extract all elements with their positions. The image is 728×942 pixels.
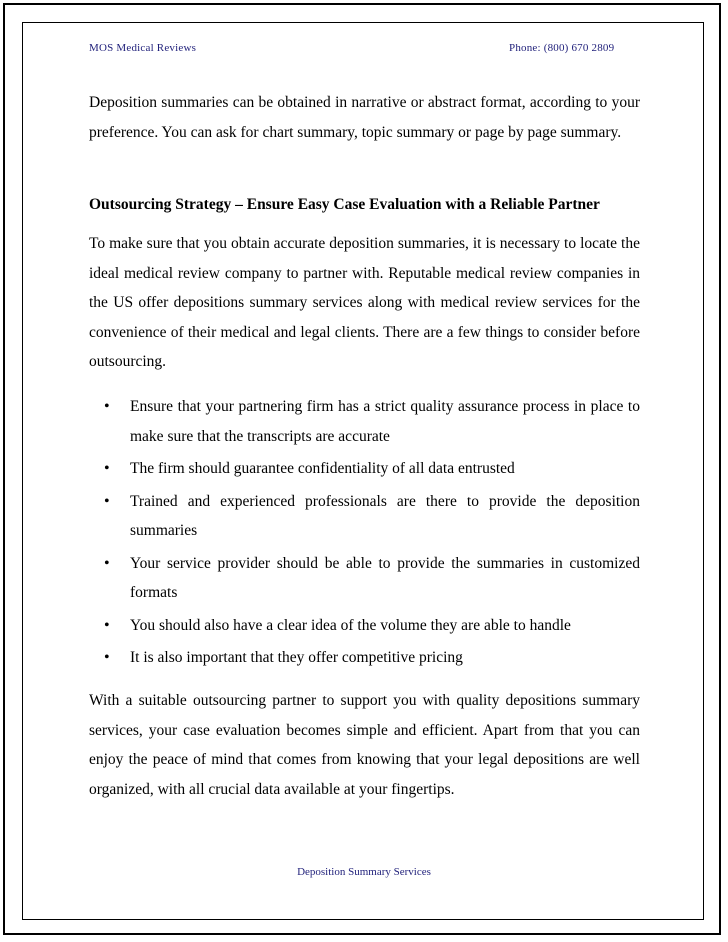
header-company-name: MOS Medical Reviews <box>89 42 197 54</box>
intro-paragraph-block <box>89 88 640 147</box>
list-item-text: It is also important that they offer competitive pricing <box>130 649 463 666</box>
header-phone: Phone: (800) 670 2809 <box>509 42 615 54</box>
considerations-list <box>89 392 640 676</box>
section-heading: Outsourcing Strategy – Ensure Easy Case Evaluation with a Reliable Partner <box>89 196 600 213</box>
paragraph-2: With a suitable outsourcing partner to support you with quality depositions summary services, your case evaluation becomes simple and efficient. Apart from that you can enjoy the peace of mind that comes from knowing that your legal depositions are well organized, with all crucial data available at your fingertips. <box>89 692 640 798</box>
intro-paragraph: Deposition summaries can be obtained in narrative or abstract format, according to your preference. You can ask for chart summary, topic summary or page by page summary. <box>89 94 640 141</box>
list-item <box>89 611 640 641</box>
bullet-icon: • <box>104 492 110 510</box>
list-item-text: You should also have a clear idea of the volume they are able to handle <box>130 616 571 634</box>
bullet-icon: • <box>104 554 110 572</box>
paragraph-1: To make sure that you obtain accurate deposition summaries, it is necessary to locate the ideal medical review company to partner with. Reputable medical review companies in the US offer depositions summary services along with medical review services for the convenience of their medical and legal clients. There are a few things to consider before outsourcing. <box>89 235 640 370</box>
list-item-text: Your service provider should be able to provide the summaries in customized formats <box>130 554 640 601</box>
list-item <box>89 487 640 546</box>
paragraph-2-block <box>89 686 640 804</box>
list-item <box>89 454 640 484</box>
list-item <box>89 549 640 608</box>
bullet-icon: • <box>104 649 110 666</box>
list-item-text: Ensure that your partnering firm has a strict quality assurance process in place to make sure that the transcripts are accurate <box>130 398 640 445</box>
bullet-icon: • <box>104 616 110 634</box>
list-item <box>89 643 640 673</box>
paragraph-1-block <box>89 229 640 377</box>
list-item-text: The firm should guarantee confidentiality of all data entrusted <box>130 460 515 477</box>
bullet-icon: • <box>104 460 110 477</box>
list-item-text: Trained and experienced professionals are there to provide the deposition summaries <box>130 492 640 539</box>
bullet-icon: • <box>104 398 110 415</box>
page-footer: Deposition Summary Services <box>297 866 431 878</box>
list-item <box>89 392 640 451</box>
